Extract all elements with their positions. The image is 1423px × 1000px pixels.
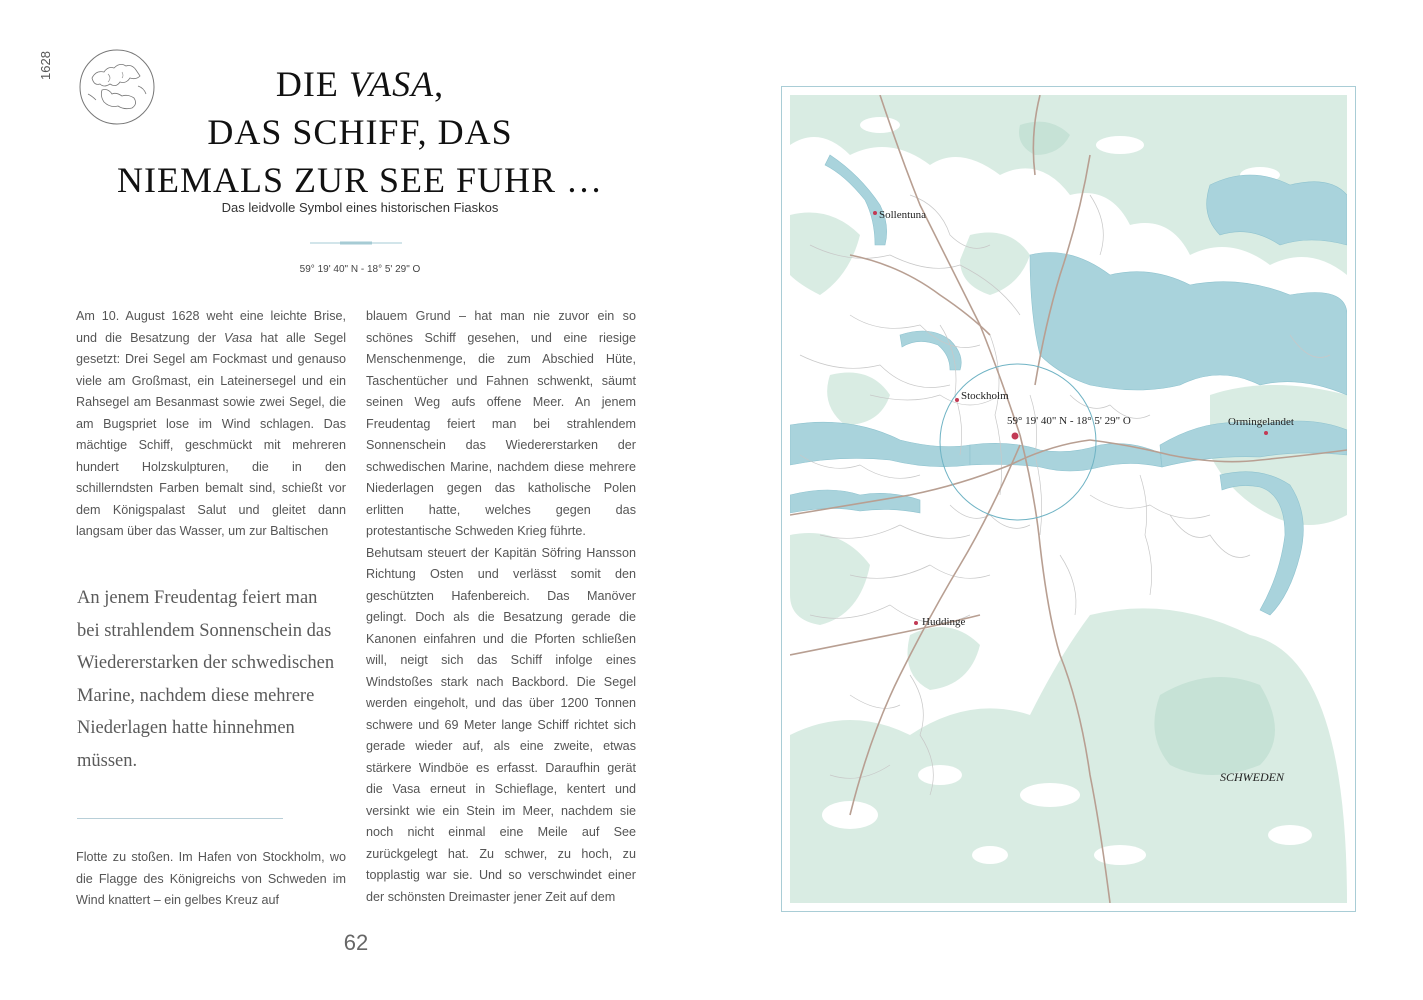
year-label: 1628 (38, 51, 53, 81)
stockholm-map (790, 95, 1347, 903)
label-country: SCHWEDEN (1220, 770, 1284, 784)
vasa-location-marker (1012, 433, 1019, 440)
title-line-1: DIE VASA, (275, 64, 445, 104)
huddinge-dot (914, 621, 918, 625)
label-ormingelandet: Ormingelandet (1228, 416, 1294, 428)
pull-quote-rule (77, 818, 283, 819)
title-line-2: DAS SCHIFF, DAS (207, 112, 513, 152)
label-sollentuna: Sollentuna (879, 209, 927, 221)
body-column-1-top (76, 306, 346, 543)
ormingelandet-dot (1264, 431, 1268, 435)
body-column-1-bottom: Flotte zu stoßen. Im Hafen von Stockholm, wo die Flagge des Königreichs von Schweden im Wind knattert – ein gelbes Kreuz auf (76, 850, 346, 907)
page-number: 62 (343, 930, 369, 955)
coordinates: 59° 19' 40" N - 18° 5' 29" O (299, 264, 421, 275)
sollentuna-dot (873, 211, 877, 215)
title-line-3: NIEMALS ZUR SEE FUHR … (116, 160, 604, 200)
decorative-divider (310, 240, 402, 246)
subtitle: Das leidvolle Symbol eines historischen Fiaskos (221, 200, 499, 215)
body-paragraph: Behutsam steuert der Kapitän Söfring Hansson Richtung Osten und verlässt somit den geschützten Hafenbereich. Das Manöver gelingt. Doch als die Besatzung gerade die Kanonen einfahren und die Pforten schließen will, neigt sich das Schiff infolge eines Windstoßes stark nach Backbord. Die Segel werden eingeholt, und das über 1200 Tonnen schwere und 69 Meter lange Schiff richtet sich gerade wieder auf, als eine zweite, etwas stärkere Windböe es erfasst. Daraufhin gerät die Vasa erneut in Schieflage, kentert und versinkt wie ein Stein im Meer, nachdem sie noch nicht einmal eine Meile auf See zurückgelegt hat. Zu schwer, zu hoch, zu topplastig war sie. Und so verschwindet einer der schönsten Dreimaster jener Zeit auf dem (366, 545, 636, 904)
body-text-run: hat alle Segel gesetzt: Drei Segel am Fockmast und genauso viele am Großmast, ein Lateinersegel und ein Rahsegel am Besanmast sowie zwei Segel, die am Bugspriet lose im Wind schlagen. Das mächtige Schiff, geschmückt mit mehreren hundert Holzskulpturen, die in den schillerndsten Farben bemalt sind, schießt vor dem Königspalast Salut und gleitet dann langsam über das Wasser, um zur Baltischen (76, 330, 346, 538)
ship-name: VASA (348, 64, 435, 104)
body-paragraph: blauem Grund – hat man nie zuvor ein so schönes Schiff gesehen, und eine riesige Menschenmenge, die zum Abschied Hüte, Taschentücher und Fahnen schwenkt, säumt seinen Weg aufs offene Meer. An jenem Freudentag feiert man bei strahlendem Sonnenschein das Wiedererstarken der schwedischen Marine, nachdem diese mehrere Niederlagen gegen das katholische Polen erlitten hatte, welches gegen das protestantische Schweden Krieg führte. (366, 309, 636, 538)
body-text-run: Am 10. August 1628 weht eine leichte Brise, und die Besatzung der (76, 309, 346, 345)
body-column-2 (366, 306, 636, 908)
pull-quote: An jenem Freudentag feiert man bei strahlendem Sonnenschein das Wiedererstarken der schwedischen Marine, nachdem diese mehrere Niederlagen hatte hinnehmen müssen. (77, 588, 335, 771)
ship-name-italic: Vasa (224, 330, 253, 345)
page-title (80, 60, 640, 204)
label-marker-coordinates: 59° 19' 40" N - 18° 5' 29" O (1007, 415, 1131, 427)
stockholm-dot (955, 398, 959, 402)
label-huddinge: Huddinge (922, 616, 966, 628)
label-stockholm: Stockholm (961, 390, 1009, 402)
